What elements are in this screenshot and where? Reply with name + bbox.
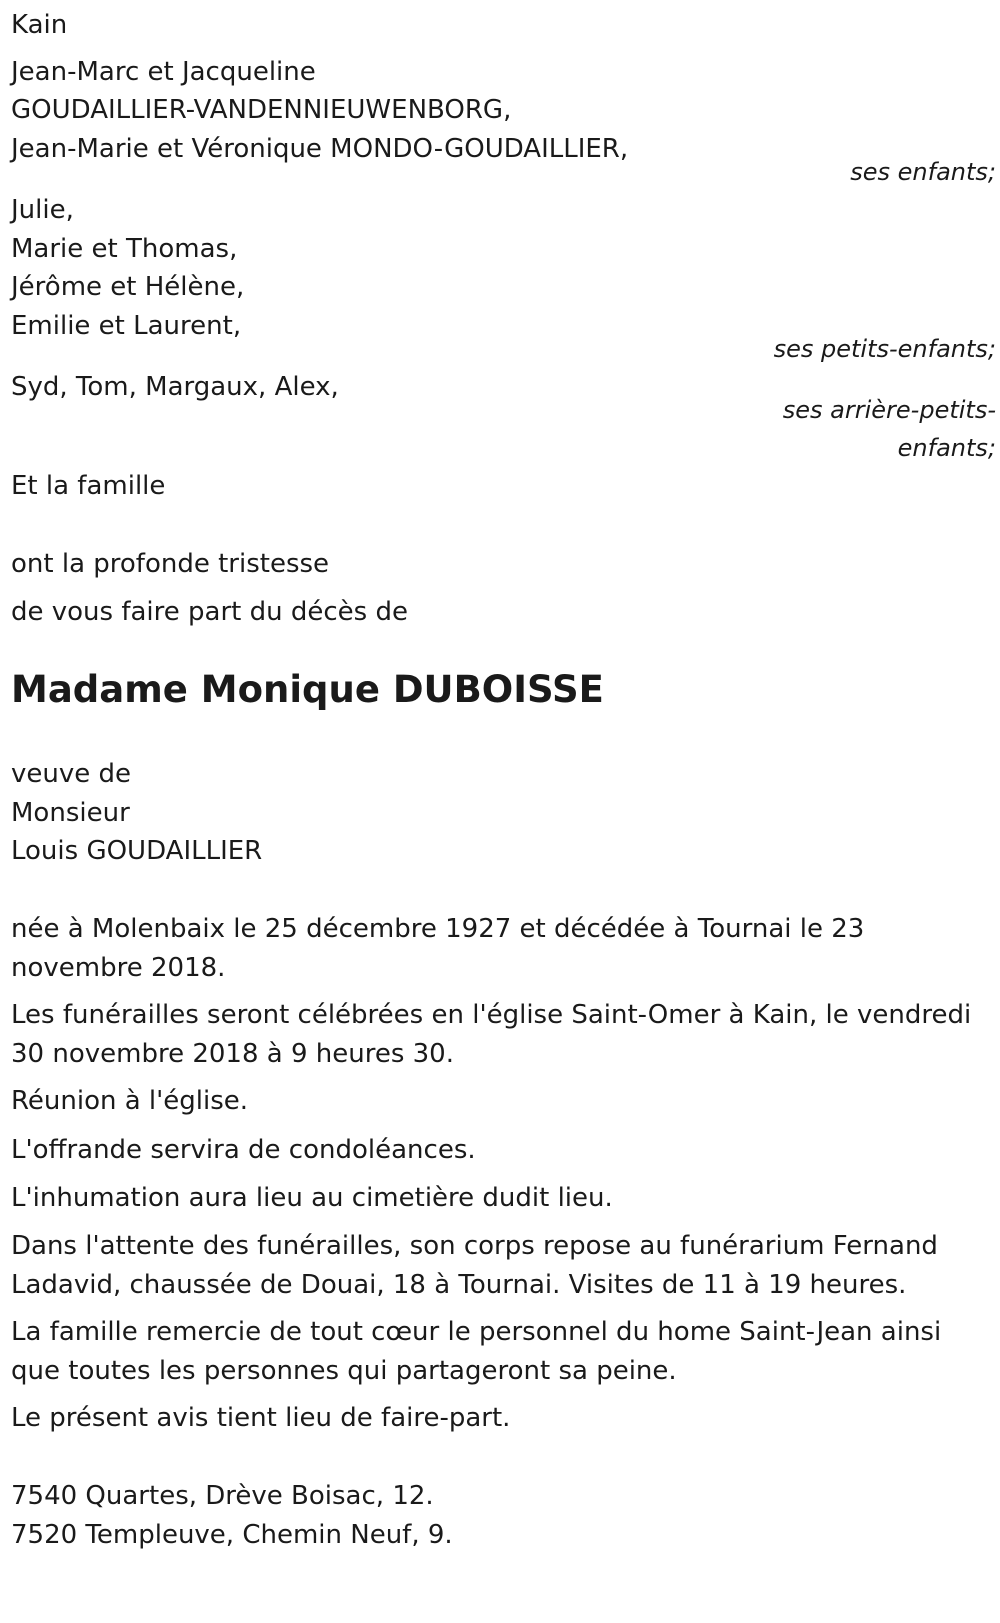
widow-line: Louis GOUDAILLIER: [11, 836, 263, 866]
offering-paragraph: L'offrande servira de condoléances.: [11, 1135, 476, 1165]
great-grandchildren-role: enfants;: [897, 434, 996, 462]
deceased-name: Madame Monique DUBOISSE: [11, 668, 604, 711]
notice-place: Kain: [11, 10, 68, 40]
grandchildren-role: ses petits-enfants;: [773, 335, 996, 363]
children-role: ses enfants;: [850, 158, 996, 186]
thanks-paragraph: La famille remercie de tout cœur le personnel du home Saint-Jean ainsi que toutes les personnes qui partageront sa peine.: [11, 1317, 942, 1386]
burial-paragraph: L'inhumation aura lieu au cimetière dudit lieu.: [11, 1183, 613, 1213]
grandchild-line: Jérôme et Hélène,: [11, 272, 245, 302]
widow-line: veuve de: [11, 759, 132, 789]
widow-line: Monsieur: [11, 798, 130, 828]
announce-line: de vous faire part du décès de: [11, 597, 408, 627]
child-line: Jean-Marc et Jacqueline: [11, 57, 316, 87]
address-line: 7540 Quartes, Drève Boisac, 12.: [11, 1481, 434, 1511]
grandchild-line: Marie et Thomas,: [11, 234, 238, 264]
child-line: Jean-Marie et Véronique MONDO-GOUDAILLIER,: [11, 134, 629, 164]
notice-paragraph: Le présent avis tient lieu de faire-part.: [11, 1403, 511, 1433]
meeting-paragraph: Réunion à l'église.: [11, 1086, 249, 1116]
great-grandchildren-role: ses arrière-petits-: [782, 396, 996, 424]
birth-death-paragraph: née à Molenbaix le 25 décembre 1927 et décédée à Tournai le 23 novembre 2018.: [11, 914, 865, 983]
family-line: Et la famille: [11, 471, 166, 501]
sadness-line: ont la profonde tristesse: [11, 549, 330, 579]
child-line: GOUDAILLIER-VANDENNIEUWENBORG,: [11, 95, 512, 125]
funeral-home-paragraph: Dans l'attente des funérailles, son corps repose au funérarium Fernand Ladavid, chaussée de Douai, 18 à Tournai. Visites de 11 à 19 heures.: [11, 1231, 938, 1300]
grandchild-line: Emilie et Laurent,: [11, 311, 242, 341]
grandchild-line: Julie,: [11, 195, 74, 225]
address-line: 7520 Templeuve, Chemin Neuf, 9.: [11, 1520, 453, 1550]
funeral-paragraph: Les funérailles seront célébrées en l'église Saint-Omer à Kain, le vendredi 30 novembre 2018 à 9 heures 30.: [11, 1000, 972, 1069]
great-grandchildren-line: Syd, Tom, Margaux, Alex,: [11, 372, 339, 402]
